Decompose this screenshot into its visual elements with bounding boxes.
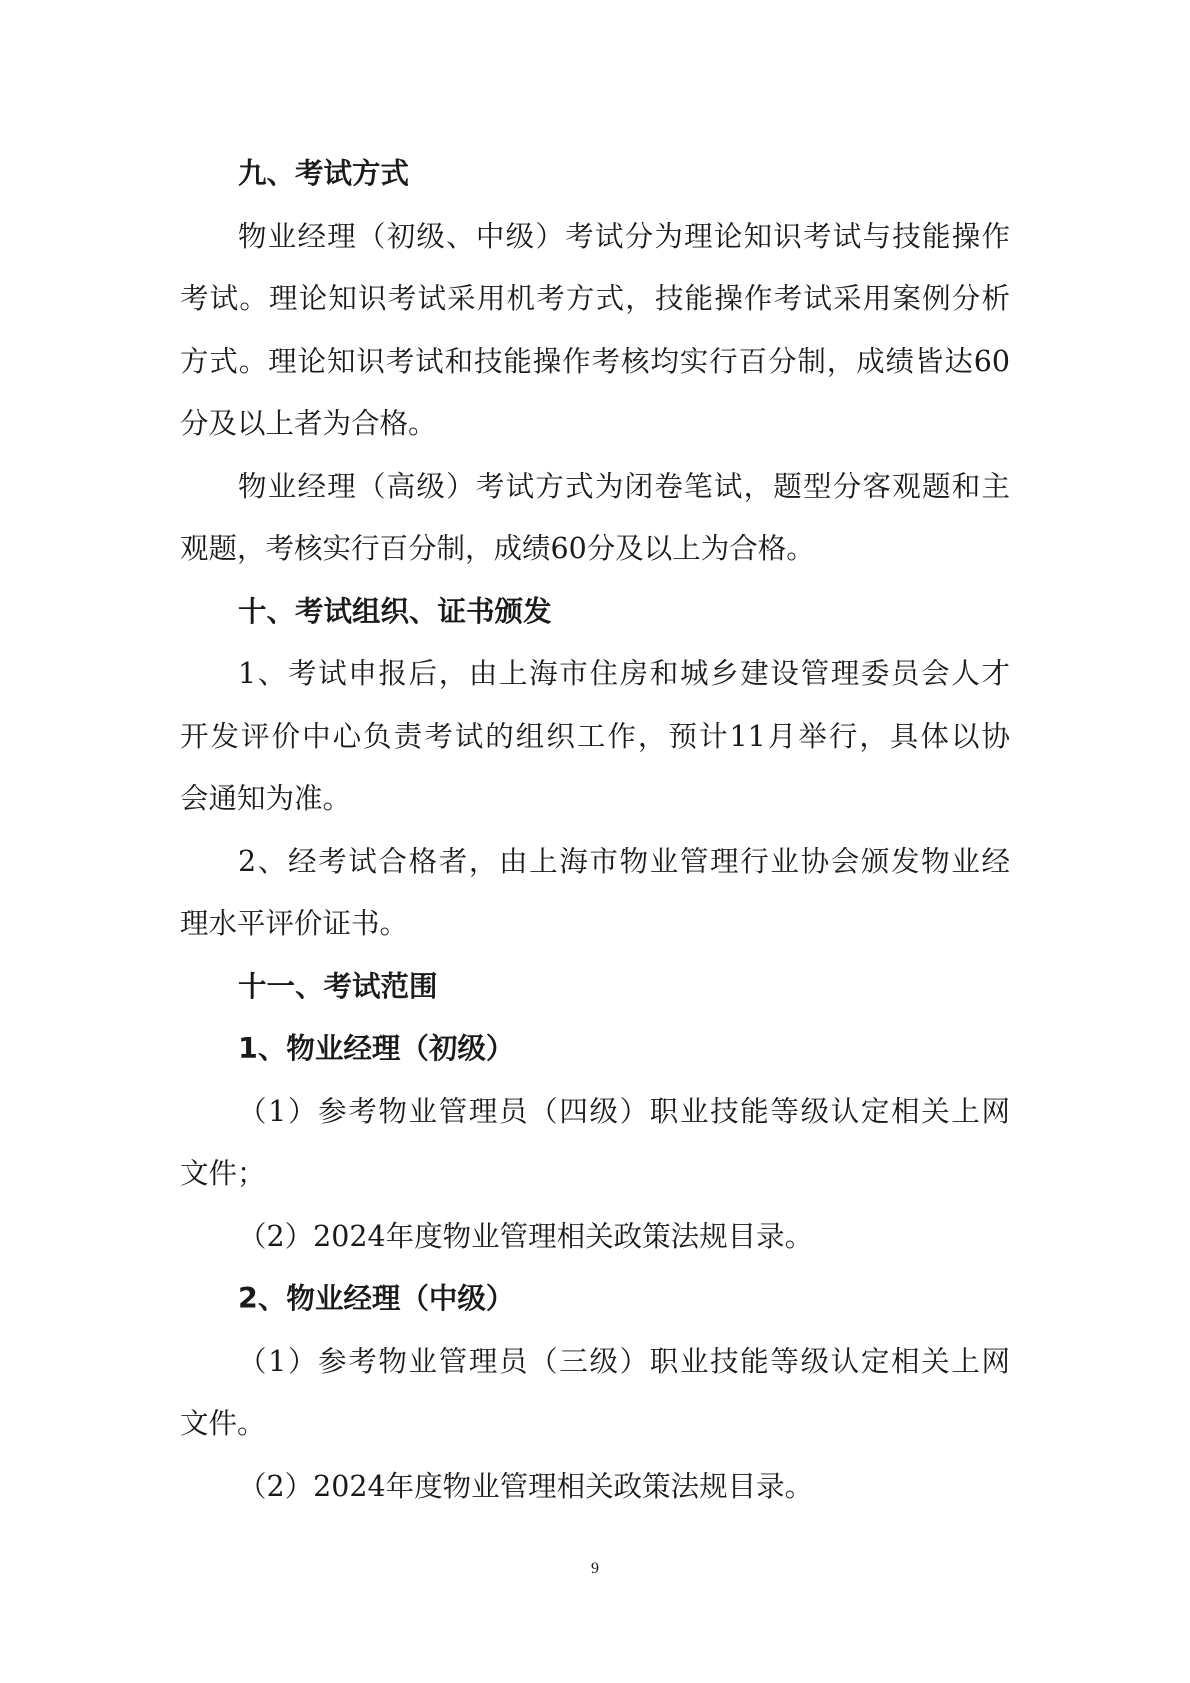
- section-heading-exam-organization: 十、考试组织、证书颁发: [238, 594, 552, 628]
- subsection-heading-junior: 1、物业经理（初级）: [238, 1032, 515, 1065]
- paragraph-line: 分及以上者为合格。: [180, 407, 437, 440]
- paragraph-line: 1、考试申报后，由上海市住房和城乡建设管理委员会人才: [238, 657, 1010, 690]
- section-heading-exam-scope: 十一、考试范围: [238, 969, 438, 1003]
- paragraph-line: 物业经理（高级）考试方式为闭卷笔试，题型分客观题和主: [238, 469, 1010, 503]
- paragraph-line: 理水平评价证书。: [180, 907, 409, 940]
- paragraph-line: 考试。理论知识考试采用机考方式，技能操作考试采用案例分析: [180, 282, 1010, 315]
- subsection-heading-intermediate: 2、物业经理（中级）: [238, 1282, 515, 1315]
- section-heading-exam-method: 九、考试方式: [238, 157, 410, 190]
- page-number: 9: [591, 1560, 599, 1577]
- paragraph-line: 方式。理论知识考试和技能操作考核均实行百分制，成绩皆达60: [180, 344, 1010, 378]
- paragraph-line: 观题，考核实行百分制，成绩60分及以上为合格。: [180, 532, 815, 565]
- paragraph-line: （1）参考物业管理员（三级）职业技能等级认定相关上网: [238, 1344, 1010, 1378]
- document-body: [180, 143, 1010, 1518]
- paragraph-line: 文件；: [180, 1157, 266, 1190]
- paragraph-line: 物业经理（初级、中级）考试分为理论知识考试与技能操作: [238, 219, 1010, 253]
- paragraph-line: 2、经考试合格者，由上海市物业管理行业协会颁发物业经: [238, 844, 1010, 878]
- paragraph-line: 文件。: [180, 1407, 266, 1440]
- paragraph-line: （2）2024年度物业管理相关政策法规目录。: [238, 1219, 814, 1253]
- paragraph-line: 开发评价中心负责考试的组织工作，预计11月举行，具体以协: [180, 719, 1010, 753]
- paragraph-line: 会通知为准。: [180, 782, 352, 815]
- paragraph-line: （2）2024年度物业管理相关政策法规目录。: [238, 1469, 814, 1503]
- paragraph-line: （1）参考物业管理员（四级）职业技能等级认定相关上网: [238, 1094, 1010, 1128]
